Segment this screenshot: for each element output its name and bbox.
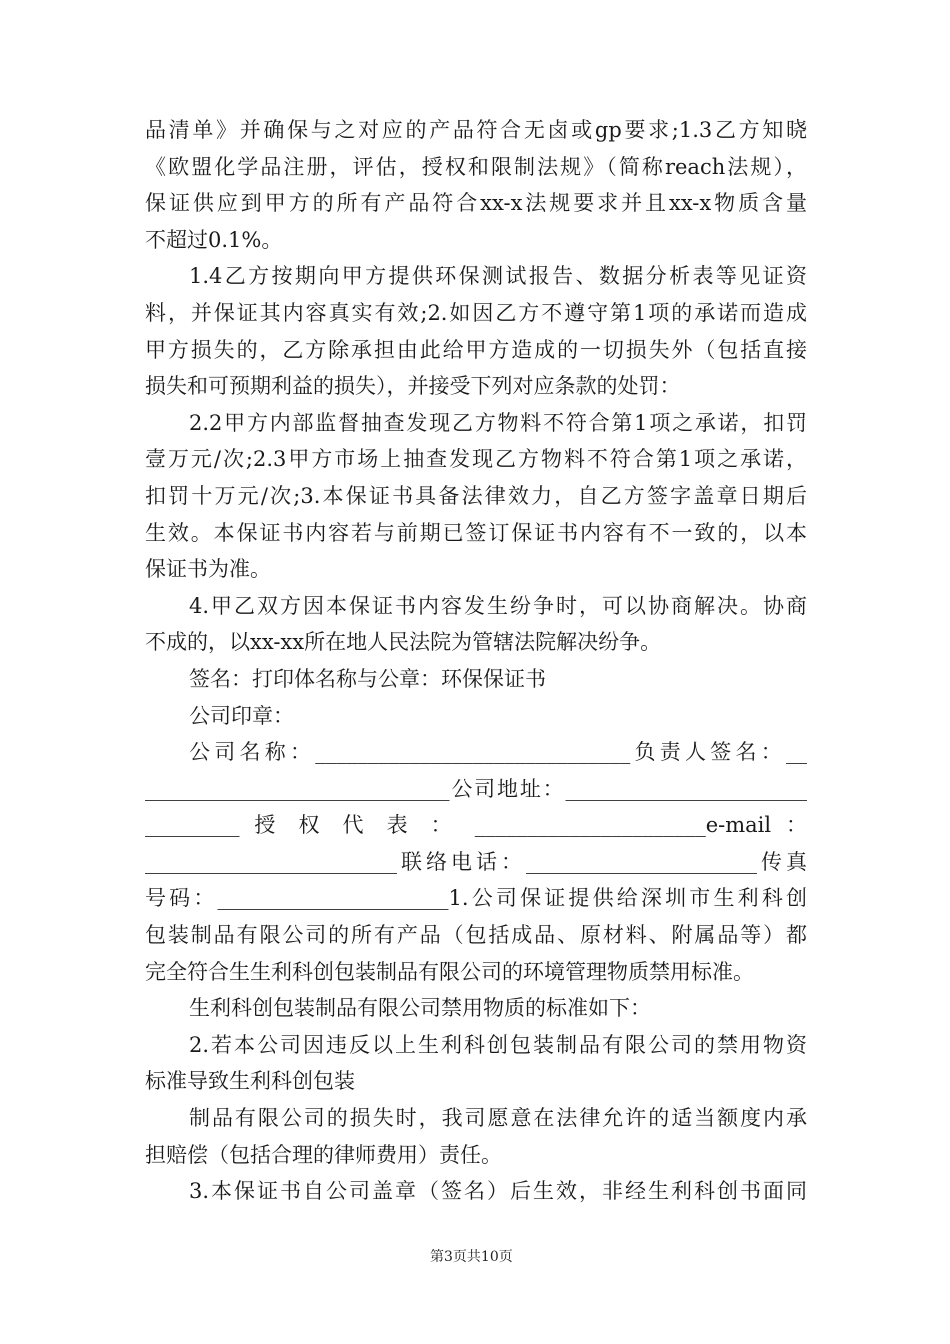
text-line-17: 公司印章： — [189, 703, 294, 728]
text-line-28: 制品有限公司的损失时，我司愿意在法律允许的适当额度内承 — [189, 1106, 807, 1131]
text-line-1: 品清单》并确保与之对应的产品符合无卤或gp要求;1.3乙方知晓 — [145, 118, 807, 142]
text-line-4: 不超过0.1%。 — [145, 227, 283, 252]
text-line-11: 扣罚十万元/次;3.本保证书具备法律效力，自乙方签字盖章日期后 — [145, 483, 807, 508]
text-line-5: 1.4乙方按期向甲方提供环保测试报告、数据分析表等见证资 — [189, 264, 807, 289]
text-line-21: ________________________联络电话：______________________传真 — [145, 849, 807, 874]
document-body — [145, 112, 807, 1210]
text-line-24: 完全符合生生利科创包装制品有限公司的环境管理物质禁用标准。 — [145, 959, 754, 984]
text-line-25: 生利科创包装制品有限公司禁用物质的标准如下： — [189, 996, 651, 1021]
text-line-30: 3.本保证书自公司盖章（签名）后生效，非经生利科创书面同 — [189, 1179, 807, 1204]
text-line-16: 签名：打印体名称与公章：环保保证书 — [189, 666, 546, 691]
text-line-6: 料，并保证其内容真实有效;2.如因乙方不遵守第1项的承诺而造成 — [145, 300, 807, 325]
text-line-18: 公司名称：______________________________负责人签名：__ — [189, 740, 807, 765]
text-line-26: 2.若本公司因违反以上生利科创包装制品有限公司的禁用物资 — [189, 1032, 807, 1057]
text-line-7: 甲方损失的，乙方除承担由此给甲方造成的一切损失外（包括直接 — [145, 337, 807, 362]
text-line-13: 保证书为准。 — [145, 557, 271, 582]
text-line-3: 保证供应到甲方的所有产品符合xx-x法规要求并且xx-x物质含量 — [145, 191, 807, 216]
text-line-19: _____________________________公司地址：_______________________ — [145, 776, 807, 801]
text-line-27: 标准导致生利科创包装 — [145, 1069, 355, 1094]
text-line-23: 包装制品有限公司的所有产品（包括成品、原材料、附属品等）都 — [145, 923, 807, 948]
text-line-8: 损失和可预期利益的损失），并接受下列对应条款的处罚： — [145, 374, 681, 399]
text-line-9: 2.2甲方内部监督抽查发现乙方物料不符合第1项之承诺，扣罚 — [189, 410, 807, 435]
text-line-10: 壹万元/次;2.3甲方市场上抽查发现乙方物料不符合第1项之承诺， — [145, 447, 807, 472]
text-line-15: 不成的，以xx-xx所在地人民法院为管辖法院解决纷争。 — [145, 630, 662, 655]
page-number: 第3页共10页 — [430, 1249, 513, 1265]
text-line-20: _________ 授 权 代 表 ： ______________________e-mail ： — [145, 813, 807, 838]
text-line-2: 《欧盟化学品注册，评估，授权和限制法规》（简称reach法规）， — [145, 154, 807, 179]
text-line-22: 号码：______________________1.公司保证提供给深圳市生利科创 — [145, 886, 807, 911]
text-line-29: 担赔偿（包括合理的律师费用）责任。 — [145, 1142, 502, 1167]
text-line-12: 生效。本保证书内容若与前期已签订保证书内容有不一致的，以本 — [145, 520, 807, 545]
text-line-14: 4.甲乙双方因本保证书内容发生纷争时，可以协商解决。协商 — [189, 593, 807, 618]
